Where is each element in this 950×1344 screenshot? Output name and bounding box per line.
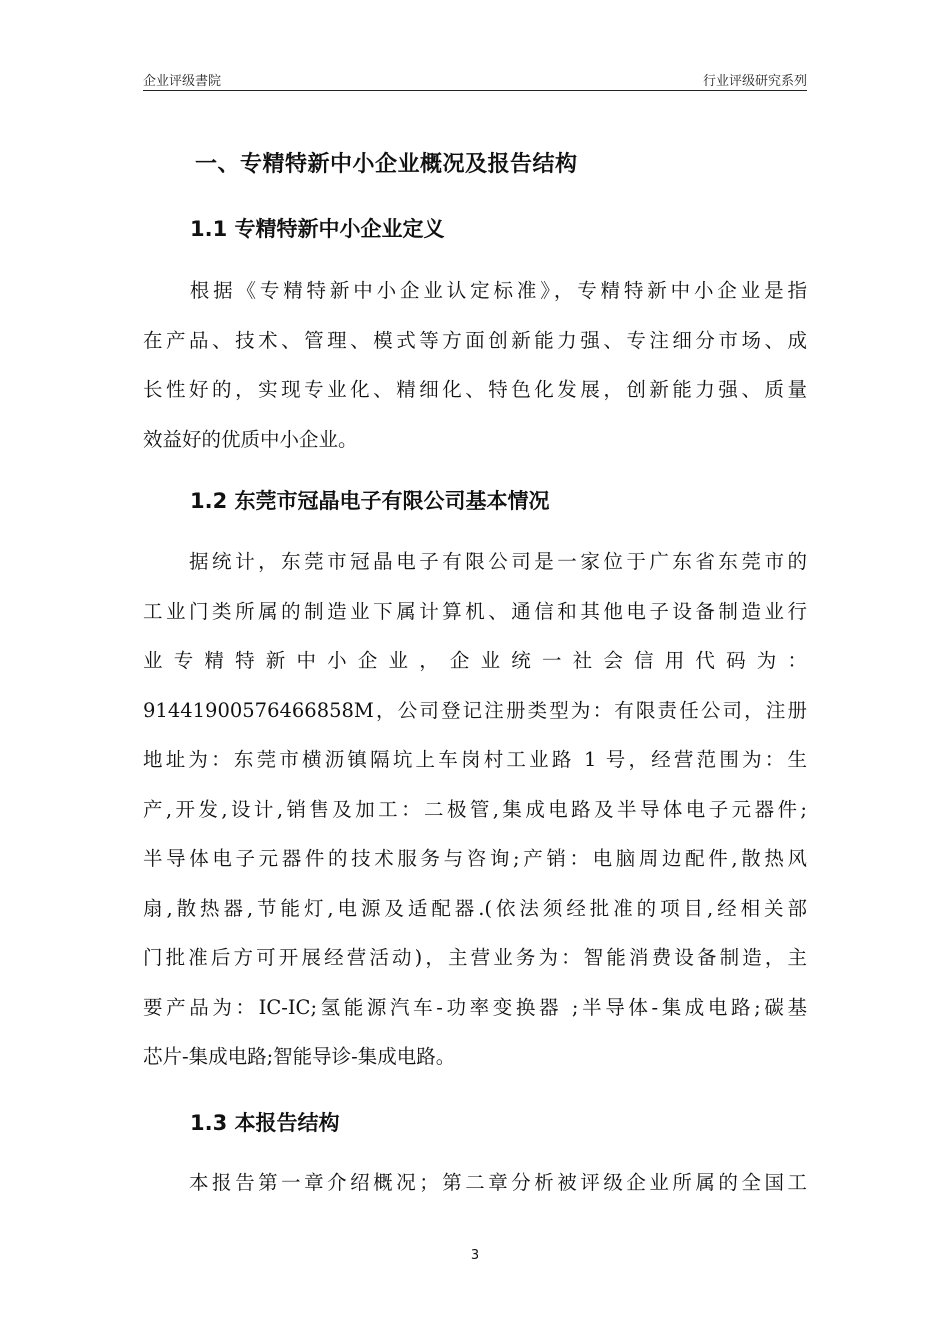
paragraph-line: 在产品、技术、管理、模式等方面创新能力强、专注细分市场、成 (143, 328, 807, 352)
paragraph-line: 本报告第一章介绍概况；第二章分析被评级企业所属的全国工 (143, 1171, 807, 1194)
paragraph-line: 产,开发,设计,销售及加工：二极管,集成电路及半导体电子元器件; (143, 797, 807, 821)
paragraph-line: 芯片-集成电路;智能导诊-集成电路。 (143, 1045, 456, 1068)
paragraph-company-info (143, 537, 807, 1082)
paragraph-line: 工业门类所属的制造业下属计算机、通信和其他电子设备制造业行 (143, 599, 807, 623)
paragraph-line: 要产品为：IC-IC;氢能源汽车-功率变换器 ;半导体-集成电路;碳基 (143, 995, 807, 1019)
paragraph-line: 门批准后方可开展经营活动)，主营业务为：智能消费设备制造，主 (143, 946, 807, 969)
paragraph-line: 效益好的优质中小企业。 (143, 427, 358, 451)
paragraph-line: 业专精特新中小企业，企业统一社会信用代码为： (143, 649, 807, 672)
subsection-1-3-title: 1.3 本报告结构 (190, 1111, 340, 1135)
subsection-1-1-title: 1.1 专精特新中小企业定义 (190, 217, 445, 241)
paragraph-line: 地址为：东莞市横沥镇隔坑上车岗村工业路 1 号，经营范围为：生 (143, 748, 807, 771)
header-right-label: 行业评级研究系列 (702, 74, 807, 89)
paragraph-definition (143, 266, 807, 464)
paragraph-line: 根据《专精特新中小企业认定标准》，专精特新中小企业是指 (143, 279, 807, 302)
section-title: 一、专精特新中小企业概况及报告结构 (195, 152, 578, 177)
paragraph-line: 长性好的，实现专业化、精细化、特色化发展，创新能力强、质量 (143, 378, 807, 401)
page-number: 3 (470, 1248, 480, 1263)
paragraph-line: 半导体电子元器件的技术服务与咨询;产销：电脑周边配件,散热风 (143, 847, 807, 870)
paragraph-line: 据统计，东莞市冠晶电子有限公司是一家位于广东省东莞市的 (143, 550, 807, 573)
page-header (143, 68, 807, 91)
paragraph-line: 扇,散热器,节能灯,电源及适配器.(依法须经批准的项目,经相关部 (143, 896, 807, 920)
paragraph-report-structure (143, 1158, 807, 1208)
subsection-1-2-title: 1.2 东莞市冠晶电子有限公司基本情况 (190, 489, 550, 513)
header-left-label: 企业评级書院 (143, 74, 222, 89)
paragraph-line: 91441900576466858M，公司登记注册类型为：有限责任公司，注册 (143, 698, 807, 722)
